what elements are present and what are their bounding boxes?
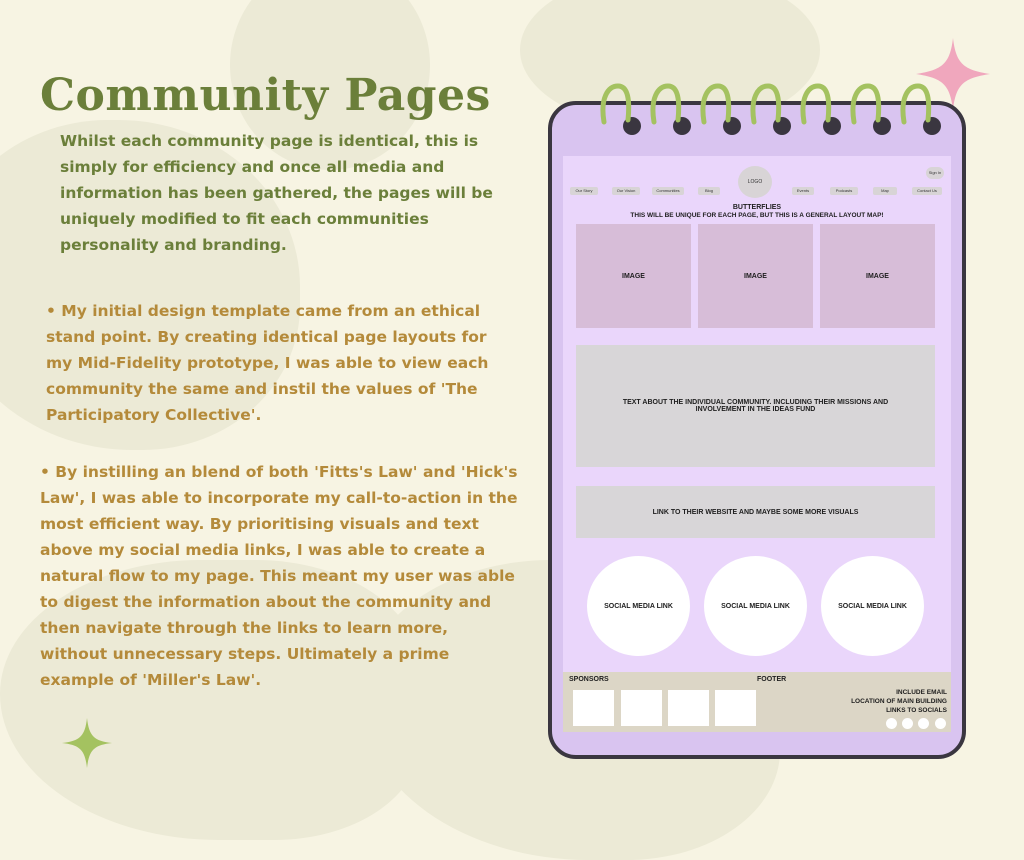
social-media-link[interactable]: SOCIAL MEDIA LINK [821, 556, 924, 656]
wireframe-heading: BUTTERFLIES [732, 204, 782, 211]
social-icon-placeholder[interactable] [935, 718, 946, 729]
nav-blog[interactable]: Blog [698, 187, 720, 195]
footer-info-line: LINKS TO SOCIALS [886, 707, 947, 714]
footer-info-line: LOCATION OF MAIN BUILDING [851, 698, 947, 705]
image-placeholder: IMAGE [820, 224, 935, 328]
nav-communities[interactable]: Communities [652, 187, 684, 195]
sponsor-logo-box [621, 690, 662, 726]
social-media-link[interactable]: SOCIAL MEDIA LINK [704, 556, 807, 656]
website-link-box[interactable]: LINK TO THEIR WEBSITE AND MAYBE SOME MORE VISUALS [576, 486, 935, 538]
social-icon-placeholder[interactable] [886, 718, 897, 729]
sponsor-logo-box [715, 690, 756, 726]
spiral-ring-icon [750, 82, 782, 126]
nav-our-story[interactable]: Our Story [570, 187, 598, 195]
spiral-ring-icon [800, 82, 832, 126]
social-icon-placeholder[interactable] [902, 718, 913, 729]
wireframe-subheading: THIS WILL BE UNIQUE FOR EACH PAGE, BUT THIS IS A GENERAL LAYOUT MAP! [630, 212, 884, 219]
nav-contact-us[interactable]: Contact Us [912, 187, 942, 195]
social-icon-placeholder[interactable] [918, 718, 929, 729]
image-placeholder: IMAGE [698, 224, 813, 328]
nav-our-vision[interactable]: Our Vision [612, 187, 640, 195]
nav-map[interactable]: Map [873, 187, 897, 195]
image-placeholder: IMAGE [576, 224, 691, 328]
nav-podcasts[interactable]: Podcasts [830, 187, 858, 195]
sign-in-button[interactable]: Sign In [926, 167, 944, 179]
intro-paragraph: Whilst each community page is identical, this is simply for efficiency and once all media and information has been gathered, the pages will be uniquely modified to fit each communities personality and branding. [60, 132, 493, 254]
community-text-box: TEXT ABOUT THE INDIVIDUAL COMMUNITY. INCLUDING THEIR MISSIONS AND INVOLVEMENT IN THE IDEAS FUND [576, 345, 935, 467]
sponsor-logo-box [668, 690, 709, 726]
spiral-ring-icon [600, 82, 632, 126]
spiral-ring-icon [850, 82, 882, 126]
sponsors-label: SPONSORS [569, 676, 609, 683]
spiral-ring-icon [650, 82, 682, 126]
green-sparkle-icon [60, 716, 114, 770]
social-media-link[interactable]: SOCIAL MEDIA LINK [587, 556, 690, 656]
bullet-point-ethics: • My initial design template came from an ethical stand point. By creating identical page layouts for my Mid-Fidelity prototype, I was able to view each community the same and instil the values of 'The Participatory Collective'. [46, 302, 489, 424]
page-title: Community Pages [40, 70, 491, 121]
footer-label: FOOTER [757, 676, 787, 683]
bullet-point-laws: • By instilling an blend of both 'Fitts's Law' and 'Hick's Law', I was able to incorporate my call-to-action in the most efficient way. By prioritising visuals and text above my social media links, I was able to create a natural flow to my page. This meant my user was able to digest the information about the community and then navigate through the links to learn more, without unnecessary steps. Ultimately a prime example of 'Miller's Law'. [40, 463, 518, 689]
nav-events[interactable]: Events [792, 187, 814, 195]
logo-placeholder: LOGO [738, 166, 772, 198]
sponsor-logo-box [573, 690, 614, 726]
footer-info-line: INCLUDE EMAIL [896, 689, 947, 696]
spiral-ring-icon [700, 82, 732, 126]
spiral-ring-icon [900, 82, 932, 126]
